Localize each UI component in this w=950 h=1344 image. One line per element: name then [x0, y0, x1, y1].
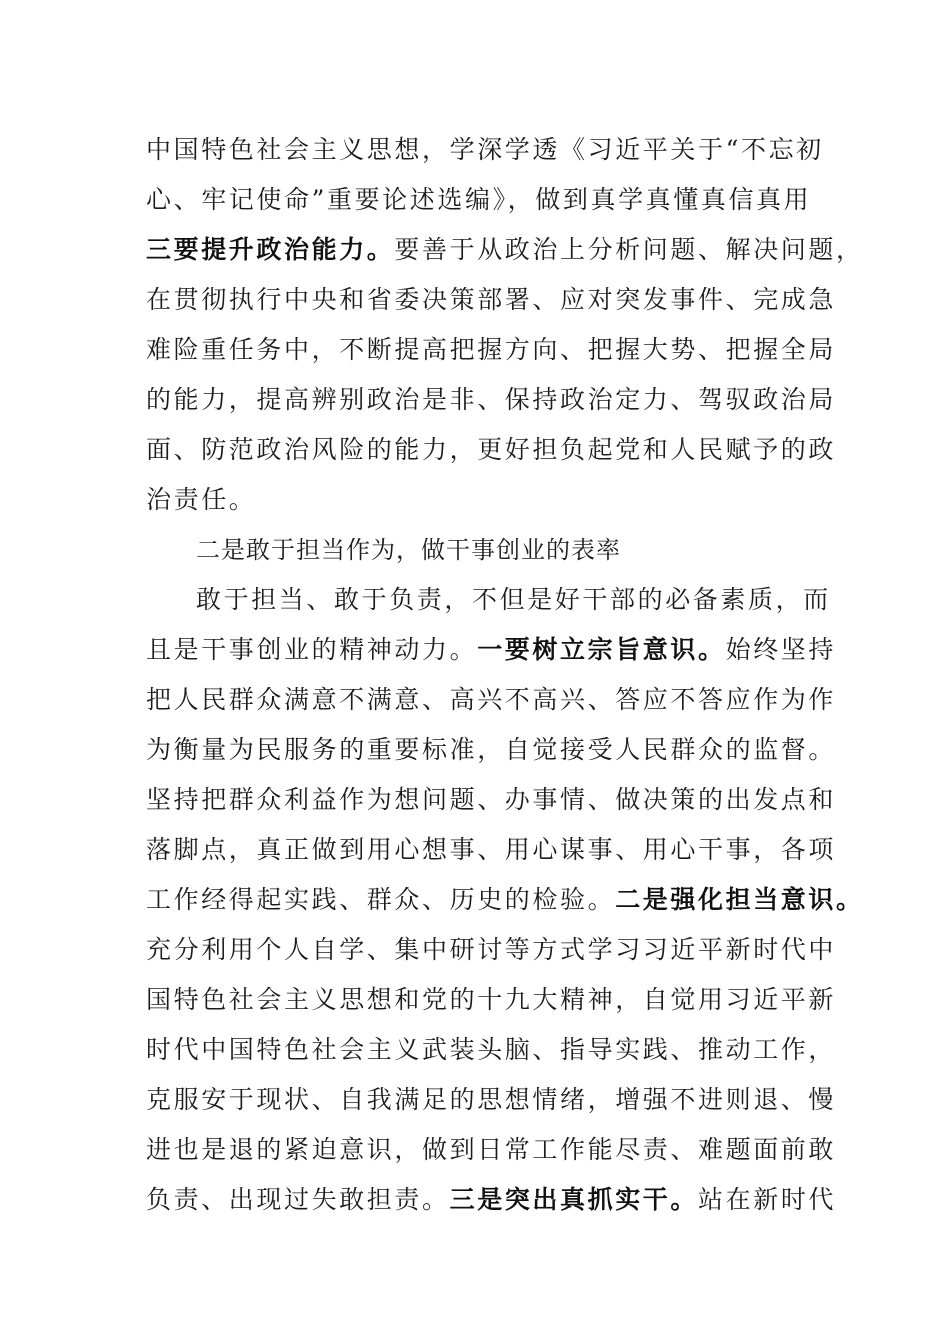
- text-line: [146, 784, 836, 816]
- text-segment: 中国特色社会主义思想，学深学透《习近平关于“不忘初: [146, 135, 824, 164]
- text-segment: 把人民群众满意不满意、高兴不高兴、答应不答应作为作: [146, 685, 837, 714]
- text-line: [146, 734, 836, 766]
- text-line: [146, 184, 811, 216]
- text-segment: 治责任。: [146, 485, 257, 514]
- text-line: [146, 884, 864, 916]
- text-segment: 坚持把群众利益作为想问题、办事情、做决策的出发点和: [146, 785, 837, 814]
- bold-lead-phrase: 三是突出真抓实干。: [449, 1185, 699, 1214]
- bold-lead-phrase: 三要提升政治能力。: [146, 235, 395, 264]
- text-line: [146, 234, 864, 266]
- text-line: [146, 634, 836, 666]
- text-segment: 站在新时代: [698, 1185, 837, 1214]
- text-segment: 充分利用个人自学、集中研讨等方式学习习近平新时代中: [146, 935, 837, 964]
- text-segment: 难险重任务中，不断提高把握方向、把握大势、把握全局: [146, 335, 837, 364]
- text-segment: 国特色社会主义思想和党的十九大精神，自觉用习近平新: [146, 985, 837, 1014]
- bold-lead-phrase: 一要树立宗旨意识。: [477, 635, 726, 664]
- text-line: [146, 334, 836, 366]
- heading-text: 二是敢于担当作为，做干事创业的表率: [196, 536, 621, 564]
- text-line: [146, 484, 256, 516]
- text-segment: 落脚点，真正做到用心想事、用心谋事、用心干事，各项: [146, 835, 837, 864]
- text-line: [146, 934, 836, 966]
- text-segment: 为衡量为民服务的重要标准，自觉接受人民群众的监督。: [146, 735, 837, 764]
- bold-lead-phrase: 二是强化担当意识。: [615, 885, 864, 914]
- text-segment: 负责、出现过失敢担责。: [146, 1185, 450, 1214]
- text-line: [146, 134, 824, 166]
- text-segment: 始终坚持: [725, 635, 837, 664]
- text-line: [146, 834, 836, 866]
- text-segment: 工作经得起实践、群众、历史的检验。: [146, 885, 616, 914]
- text-segment: 进也是退的紧迫意识，做到日常工作能尽责、难题面前敢: [146, 1135, 837, 1164]
- text-segment: 在贯彻执行中央和省委决策部署、应对突发事件、完成急: [146, 285, 837, 314]
- section-heading: [196, 534, 621, 566]
- text-segment: 且是干事创业的精神动力。: [146, 635, 478, 664]
- text-line: [146, 1034, 836, 1066]
- text-line: [146, 1084, 836, 1116]
- text-segment: 时代中国特色社会主义武装头脑、指导实践、推动工作，: [146, 1035, 837, 1064]
- text-line: [146, 1184, 836, 1216]
- text-segment: 敢于担当、敢于负责，不但是好干部的必备素质，而: [196, 585, 831, 614]
- text-line: [146, 984, 836, 1016]
- text-segment: 克服安于现状、自我满足的思想情绪，增强不进则退、慢: [146, 1085, 837, 1114]
- text-line: [146, 284, 836, 316]
- text-line: [146, 384, 836, 416]
- text-segment: 要善于从政治上分析问题、解决问题，: [394, 235, 864, 264]
- text-line: [146, 1134, 836, 1166]
- text-line: [146, 684, 836, 716]
- text-line: [196, 584, 831, 616]
- text-segment: 面、防范政治风险的能力，更好担负起党和人民赋予的政: [146, 435, 837, 464]
- text-segment: 心、牢记使命”重要论述选编》，做到真学真懂真信真用: [146, 185, 812, 214]
- text-segment: 的能力，提高辨别政治是非、保持政治定力、驾驭政治局: [146, 385, 837, 414]
- text-line: [146, 434, 836, 466]
